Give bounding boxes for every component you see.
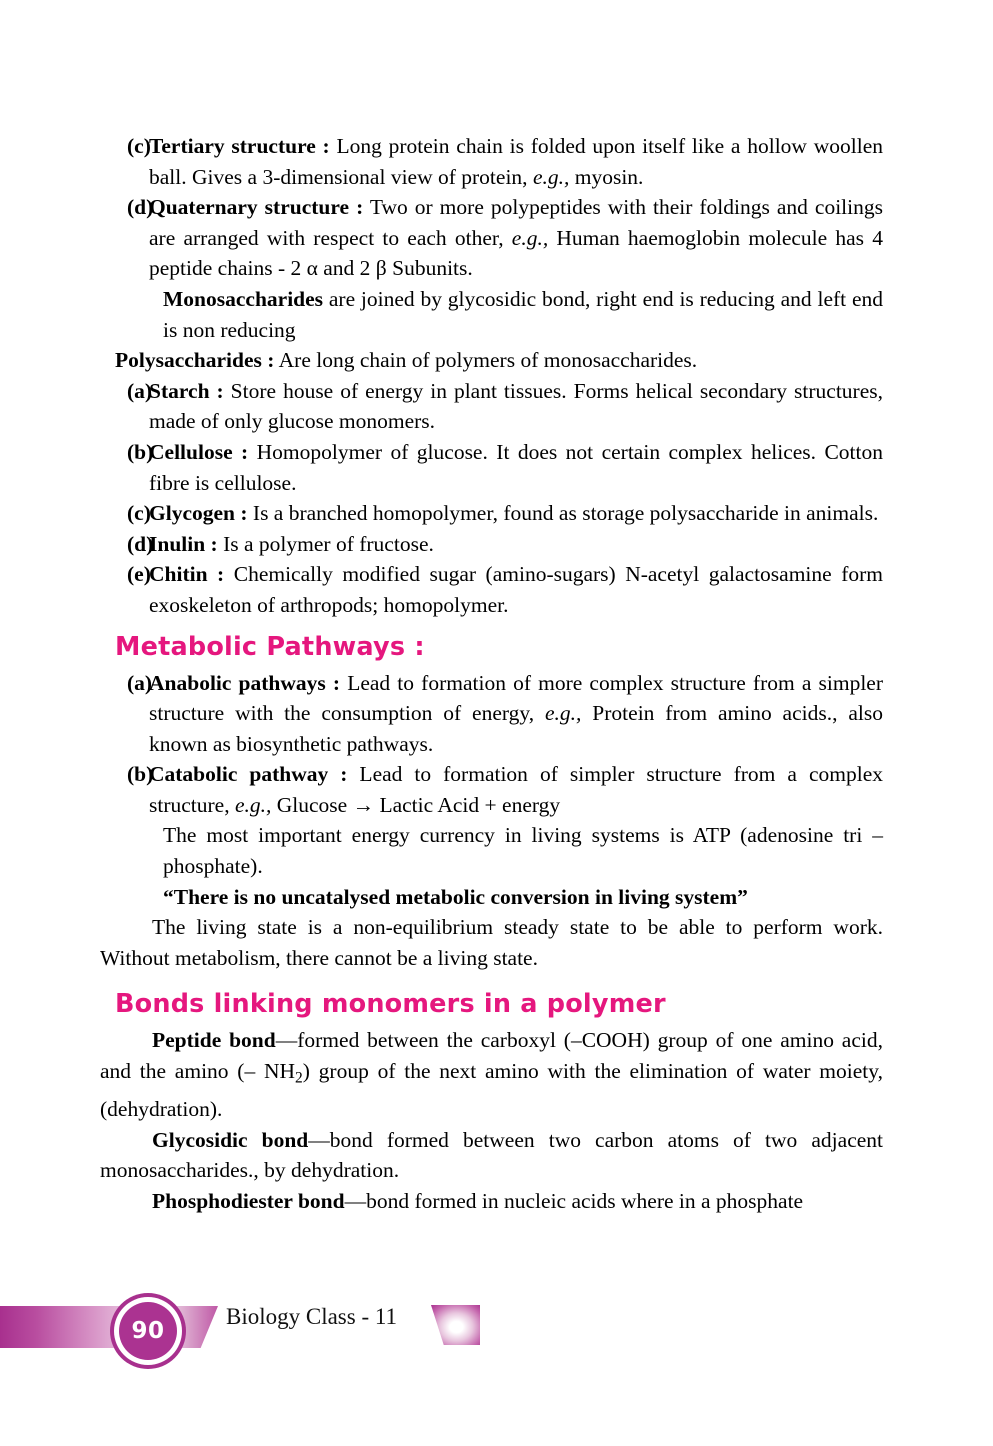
section-heading-metabolic-pathways: Metabolic Pathways : — [115, 631, 425, 662]
paragraph-peptide-bond — [100, 1025, 883, 1124]
list-item-text — [149, 437, 883, 498]
term-label: Chitin : — [149, 562, 225, 587]
list-item-anabolic-pathways — [113, 668, 883, 760]
eg-abbrev: e.g., — [545, 701, 582, 726]
term-description-part1: Lead to formation of more complex structure from a simpler structure with the consumption of energy, — [149, 670, 884, 726]
list-item-text — [149, 498, 883, 529]
spacer — [113, 973, 883, 989]
paragraph-polysaccharides — [115, 345, 883, 376]
section-heading-bonds-linking-monomers: Bonds linking monomers in a polymer — [115, 989, 666, 1020]
list-item-tertiary-structure — [113, 131, 883, 192]
term-label: Polysaccharides : — [115, 348, 275, 373]
term-description: —bond formed between two carbon atoms of two adjacent monosaccharides., by dehydration. — [100, 1127, 883, 1183]
term-description-part2: ) group of the next amino with the elimination of water moiety, (dehydration). — [100, 1059, 884, 1121]
list-item-text — [149, 376, 883, 437]
paragraph-text: Are long chain of polymers of monosaccharides. — [274, 348, 698, 373]
list-item-text — [149, 759, 883, 820]
list-marker: (a) — [127, 378, 153, 403]
term-label: Glycogen : — [149, 501, 248, 526]
list-marker: (d) — [127, 531, 154, 556]
list-marker: (b) — [127, 439, 154, 464]
term-label: Phosphodiester bond — [152, 1188, 345, 1213]
term-label: Monosaccharides — [163, 286, 324, 311]
term-label: Tertiary structure : — [149, 134, 330, 158]
paragraph-atp: The most important energy currency in living systems is ATP (adenosine tri – phosphate). — [163, 823, 883, 879]
spacer — [113, 621, 883, 632]
list-item-cellulose — [113, 437, 883, 498]
term-label: Starch : — [149, 378, 224, 403]
list-item-starch — [113, 376, 883, 437]
eg-abbrev: e.g., — [511, 225, 549, 250]
term-description-part1: Lead to formation of simpler structure from a complex structure, — [149, 762, 883, 817]
list-item-text — [149, 559, 883, 620]
term-description-part1: Long protein chain is folded upon itself like a hollow woollen ball. Gives a 3-dimensional view of protein, — [149, 134, 883, 189]
term-description: Is a polymer of fructose. — [217, 531, 434, 556]
paragraph-living-state: The living state is a non-equilibrium steady state to be able to perform work. Without metabolism, there cannot be a living state. — [100, 915, 883, 970]
term-label: Quaternary structure : — [149, 195, 364, 220]
subscript-2: 2 — [295, 1069, 303, 1087]
footer-book-title: Biology Class - 11 — [226, 1304, 398, 1329]
paragraph-quote: “There is no uncatalysed metabolic conversion in living system” — [163, 884, 748, 909]
page-number-badge — [110, 1293, 186, 1369]
list-marker: (c) — [127, 501, 151, 526]
eg-abbrev: e.g., — [532, 164, 570, 189]
list-marker: (b) — [127, 762, 154, 787]
paragraph-glycosidic-bond — [100, 1125, 883, 1186]
list-item-text — [149, 668, 883, 760]
paragraph-monosaccharides — [163, 284, 883, 345]
term-description: Is a branched homopolymer, found as storage polysaccharide in animals. — [247, 501, 879, 526]
term-description-part2: Human haemoglobin molecule has 4 peptide chains - 2 α and 2 β Subunits. — [149, 225, 883, 281]
term-description-part2: Glucose → Lactic Acid + energy — [271, 792, 561, 817]
list-item-text — [149, 529, 883, 560]
list-marker: (e) — [127, 562, 151, 587]
term-description: Chemically modified sugar (amino-sugars) N-acetyl galactosamine form exoskeleton of arthropods; homopolymer. — [149, 562, 883, 617]
paragraph-text: are joined by glycosidic bond, right end is reducing and left end is non reducing — [163, 286, 883, 342]
document-body — [100, 131, 884, 1216]
list-marker: (c) — [127, 134, 151, 158]
list-item-text — [149, 192, 883, 284]
term-description: —bond formed in nucleic acids where in a phosphate — [344, 1188, 804, 1213]
term-label: Anabolic pathways : — [149, 670, 341, 695]
list-marker: (d) — [127, 195, 154, 220]
term-label: Glycosidic bond — [152, 1127, 309, 1152]
term-description: Store house of energy in plant tissues. Forms helical secondary structures, made of only glucose monomers. — [149, 378, 884, 434]
term-description-part1: Two or more polypeptides with their foldings and coilings are arranged with respect to each other, — [149, 195, 883, 250]
term-label: Cellulose : — [149, 439, 249, 464]
badge-disc — [119, 1302, 177, 1360]
term-label: Peptide bond — [152, 1028, 276, 1053]
list-item-quaternary-structure — [113, 192, 883, 284]
page-number: 90 — [131, 1317, 165, 1344]
term-description: Homopolymer of glucose. It does not certain complex helices. Cotton fibre is cellulose. — [149, 439, 883, 495]
term-label: Catabolic pathway : — [149, 762, 348, 787]
paragraph-phosphodiester-bond — [100, 1186, 883, 1217]
term-description-part1: —formed between the carboxyl (–COOH) group of one amino acid, and the amino (– NH — [100, 1028, 883, 1084]
list-item-text — [149, 131, 883, 192]
list-item-chitin — [113, 559, 883, 620]
term-description-part2: myosin. — [569, 164, 644, 189]
list-item-catabolic-pathway — [113, 759, 883, 820]
list-item-glycogen — [113, 498, 883, 529]
list-item-inulin — [113, 529, 883, 560]
list-marker: (a) — [127, 670, 153, 695]
term-label: Inulin : — [149, 531, 218, 556]
eg-abbrev: e.g., — [234, 792, 272, 817]
term-description-part2: Protein from amino acids., also known as biosynthetic pathways. — [149, 701, 883, 756]
